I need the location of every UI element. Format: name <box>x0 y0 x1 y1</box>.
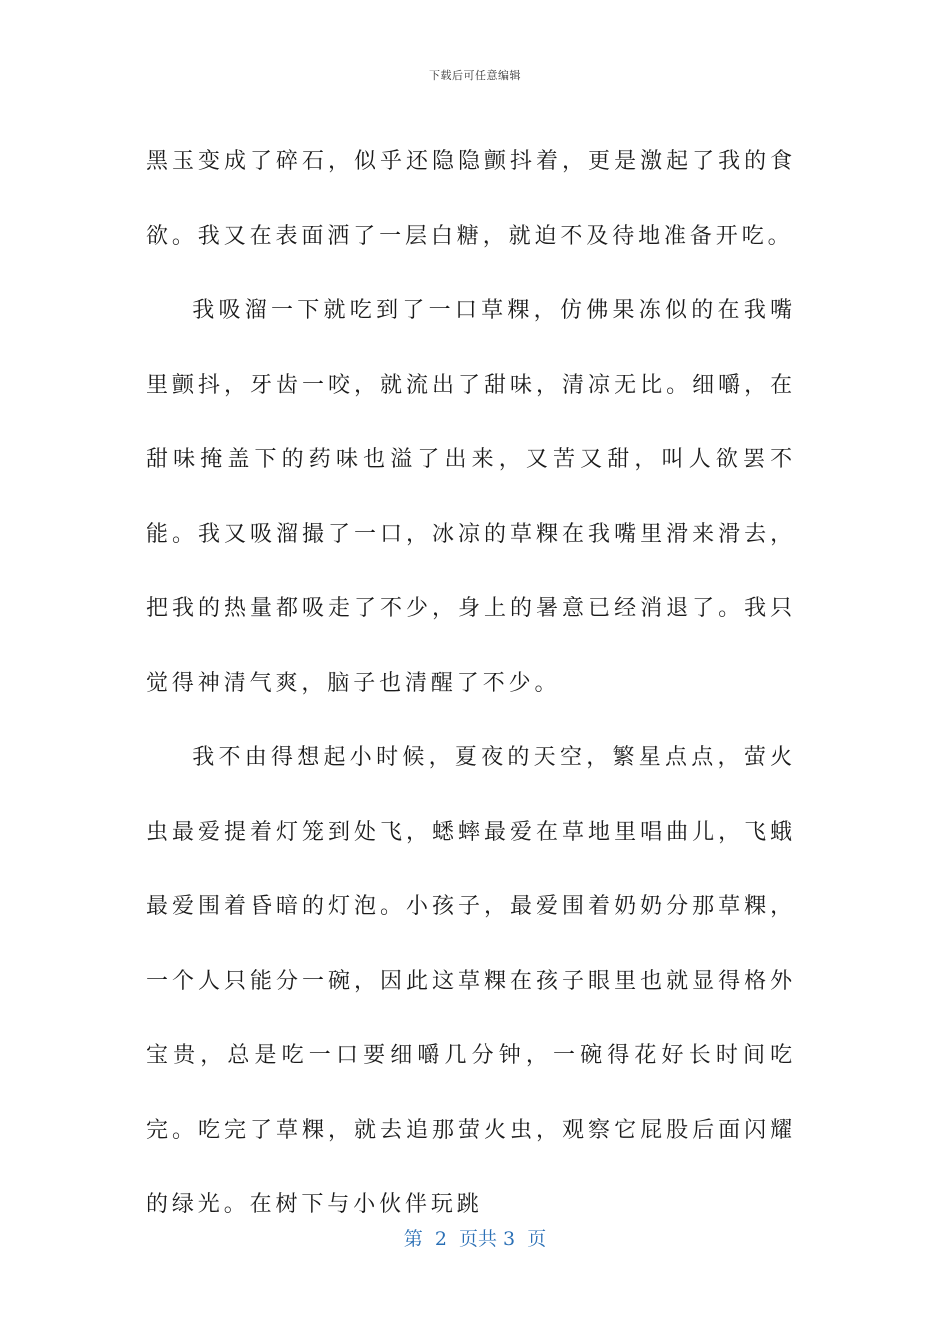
paragraph: 我不由得想起小时候，夏夜的天空，繁星点点，萤火虫最爱提着灯笼到处飞，蟋蟀最爱在草地里唱曲儿，飞蛾最爱围着昏暗的灯泡。小孩子，最爱围着奶奶分那草粿，一个人只能分一碗，因此这草粿在孩子眼里也就显得格外宝贵，总是吃一口要细嚼几分钟，一碗得花好长时间吃完。吃完了草粿，就去追那萤火虫，观察它屁股后面闪耀的绿光。在树下与小伙伴玩跳 <box>146 745 796 1217</box>
paragraph: 我吸溜一下就吃到了一口草粿，仿佛果冻似的在我嘴里颤抖，牙齿一咬，就流出了甜味，清凉无比。细嚼，在甜味掩盖下的药味也溢了出来，又苦又甜，叫人欲罢不能。我又吸溜撮了一口，冰凉的草粿在我嘴里滑来滑去，把我的热量都吸走了不少，身上的暑意已经消退了。我只觉得神清气爽，脑子也清醒了不少。 <box>146 298 796 696</box>
page-number-label: 第 2 页共 3 页 <box>403 1228 547 1250</box>
document-body <box>146 125 796 1243</box>
header-note: 下载后可任意编辑 <box>429 69 521 82</box>
paragraph-continued: 黑玉变成了碎石，似乎还隐隐颤抖着，更是激起了我的食欲。我又在表面洒了一层白糖，就迫不及待地准备开吃。 <box>146 149 796 249</box>
page-number-footer <box>0 1224 950 1251</box>
